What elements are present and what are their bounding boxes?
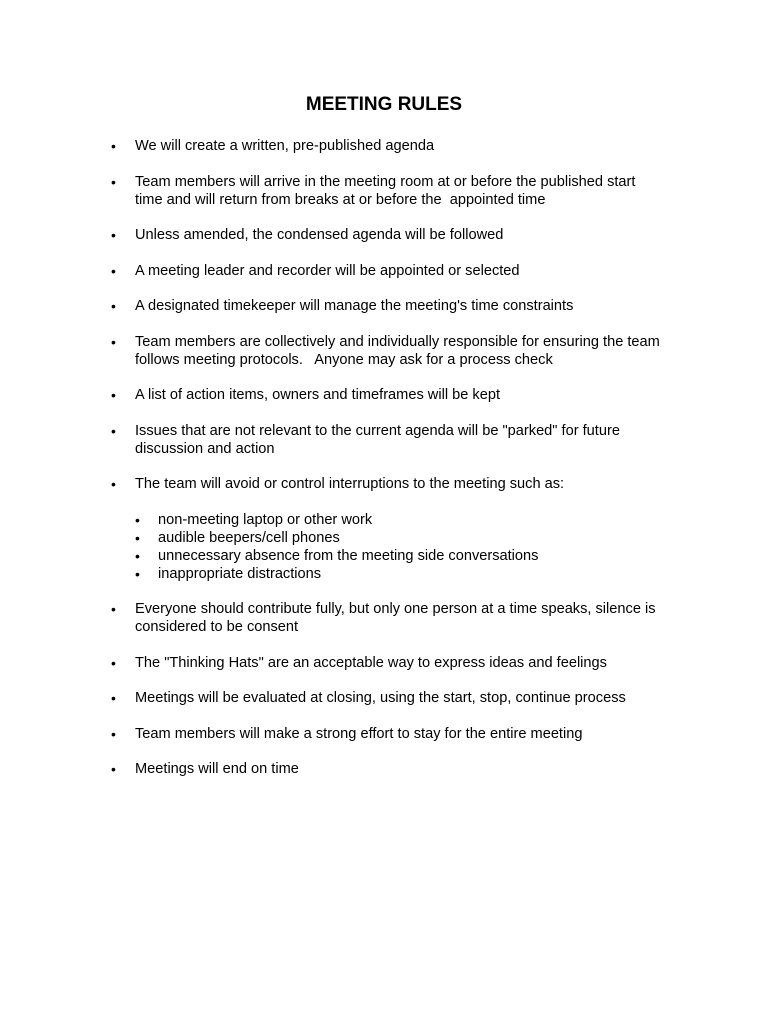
bullet-icon: • (111, 333, 116, 350)
rule-text: A meeting leader and recorder will be appointed or selected (135, 262, 520, 279)
bullet-icon: • (111, 138, 116, 154)
rule-text: A designated timekeeper will manage the meeting's time constraints (135, 298, 574, 314)
bullet-icon: • (111, 387, 116, 403)
bullet-icon: • (111, 173, 116, 190)
rule-text: Meetings will be evaluated at closing, using the start, stop, continue process (135, 690, 626, 706)
rule-text: Everyone should contribute fully, but only one person at a time speaks, silence is considered to be consent (135, 601, 660, 635)
bullet-icon: • (135, 511, 140, 528)
bullet-icon: • (111, 690, 116, 706)
sub-list-item (0, 511, 768, 529)
bullet-icon: • (111, 476, 116, 492)
bullet-icon: • (111, 654, 116, 671)
bullet-icon: • (111, 422, 116, 439)
sub-rules-list (0, 511, 768, 583)
rule-text: Meetings will end on time (135, 761, 299, 777)
bullet-icon: • (111, 725, 116, 742)
bullet-icon: • (135, 565, 140, 582)
list-item (0, 654, 665, 672)
list-item (0, 475, 665, 493)
list-item (0, 333, 665, 369)
list-item (0, 689, 665, 707)
list-item (0, 137, 665, 155)
bullet-icon: • (111, 298, 116, 314)
sub-rule-text: unnecessary absence from the meeting side conversations (158, 547, 539, 564)
bullet-icon: • (111, 262, 116, 279)
list-item (0, 297, 665, 315)
sub-list-item (0, 547, 768, 565)
rule-text: Team members will arrive in the meeting room at or before the published start time and will return from breaks at or before the appointed time (135, 173, 640, 208)
list-item (0, 725, 665, 743)
rule-text: Team members will make a strong effort to stay for the entire meeting (135, 725, 583, 742)
rule-text: Issues that are not relevant to the current agenda will be "parked" for future discussion and action (135, 422, 624, 457)
list-item (0, 173, 665, 209)
list-item (0, 262, 665, 280)
sub-list-item (0, 565, 768, 583)
rule-text: A list of action items, owners and timeframes will be kept (135, 387, 500, 403)
list-item (0, 422, 665, 458)
sub-list-item (0, 529, 768, 547)
bullet-icon: • (111, 227, 116, 243)
rule-text: We will create a written, pre-published agenda (135, 138, 435, 154)
list-item (0, 600, 665, 636)
rule-text: Unless amended, the condensed agenda will be followed (135, 227, 504, 243)
sub-rules-container (0, 511, 768, 583)
sub-rule-text: inappropriate distractions (158, 565, 322, 582)
bullet-icon: • (135, 529, 140, 546)
rules-list (0, 137, 768, 796)
rule-text: The team will avoid or control interruptions to the meeting such as: (135, 476, 565, 492)
bullet-icon: • (135, 547, 140, 564)
bullet-icon: • (111, 601, 116, 617)
list-item (0, 226, 665, 244)
bullet-icon: • (111, 761, 116, 777)
sub-rule-text: audible beepers/cell phones (158, 529, 340, 546)
sub-rule-text: non-meeting laptop or other work (158, 511, 373, 528)
page-title: MEETING RULES (305, 94, 463, 115)
rule-text: Team members are collectively and individually responsible for ensuring the team follows meeting protocols. Anyone may ask for a process check (135, 333, 664, 368)
list-item (0, 760, 665, 778)
list-item (0, 386, 665, 404)
rule-text: The "Thinking Hats" are an acceptable way to express ideas and feelings (135, 654, 607, 671)
